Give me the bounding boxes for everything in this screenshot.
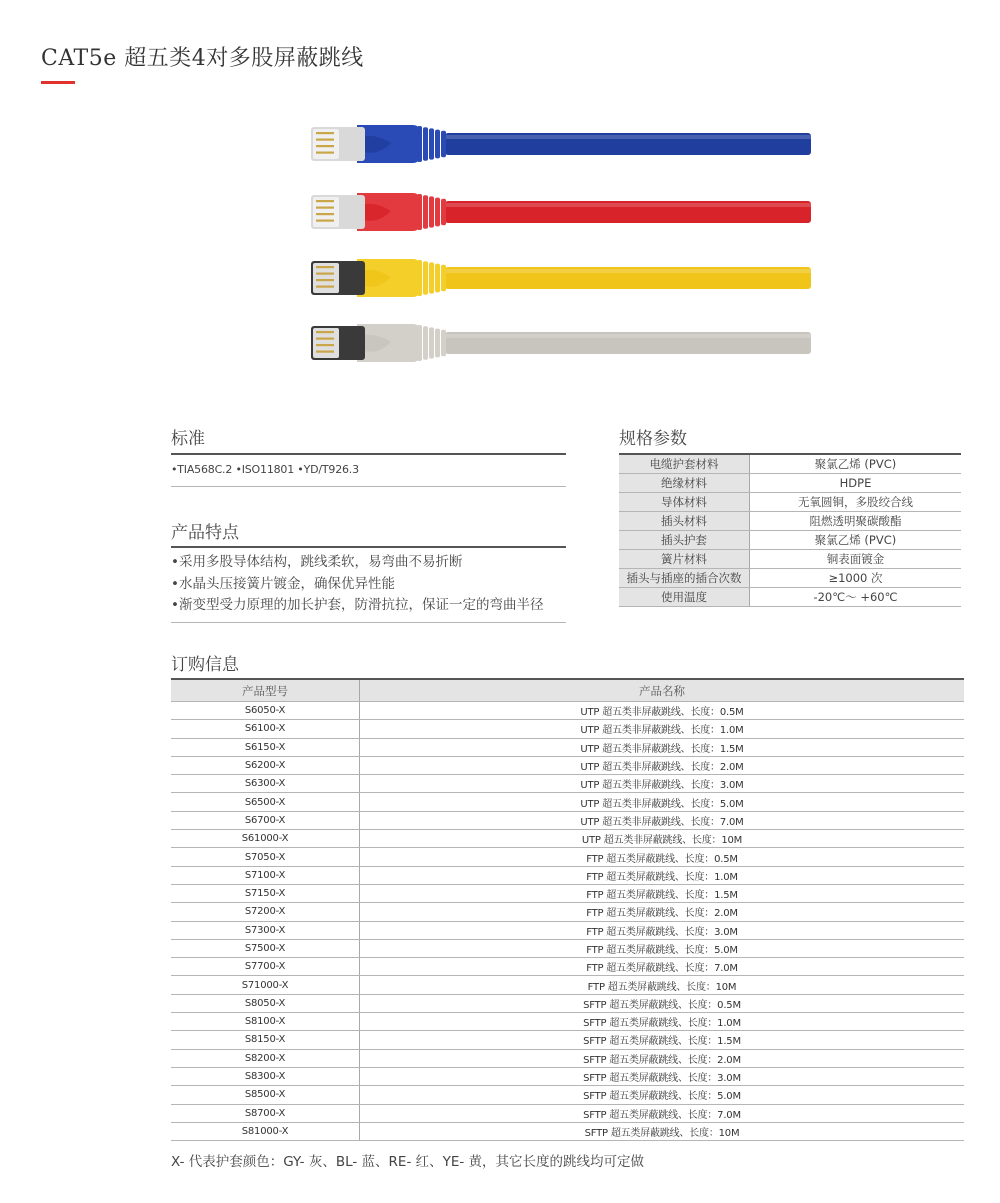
table-row [171, 939, 964, 957]
model-cell: S7100-X [171, 866, 360, 884]
spec-row [619, 493, 961, 512]
product-name-cell: FTP 超五类屏蔽跳线、长度：2.0M [360, 903, 965, 921]
cable-blue [305, 119, 815, 167]
product-name-cell: UTP 超五类非屏蔽跳线、长度：7.0M [360, 811, 965, 829]
spec-value: ≥1000 次 [750, 569, 962, 588]
model-cell: S6050-X [171, 702, 360, 720]
table-row [171, 811, 964, 829]
model-cell: S6200-X [171, 756, 360, 774]
table-row [171, 775, 964, 793]
table-row [171, 1013, 964, 1031]
product-name-cell: SFTP 超五类屏蔽跳线、长度：10M [360, 1122, 965, 1140]
table-row [171, 720, 964, 738]
spec-table [619, 453, 961, 607]
table-row [171, 1104, 964, 1122]
spec-row [619, 550, 961, 569]
product-name-cell: UTP 超五类非屏蔽跳线、长度：0.5M [360, 702, 965, 720]
table-row [171, 1067, 964, 1085]
product-name-cell: UTP 超五类非屏蔽跳线、长度：1.0M [360, 720, 965, 738]
features-rule-bottom [171, 622, 566, 623]
model-cell: S6700-X [171, 811, 360, 829]
table-row [171, 793, 964, 811]
color-code-note: X- 代表护套颜色：GY- 灰、BL- 蓝、RE- 红、YE- 黄，其它长度的跳线均可定做 [171, 1154, 645, 1170]
model-cell: S8700-X [171, 1104, 360, 1122]
cable-yellow [305, 253, 815, 301]
product-name-cell: FTP 超五类屏蔽跳线、长度：1.0M [360, 866, 965, 884]
model-cell: S6100-X [171, 720, 360, 738]
col-name-header: 产品名称 [360, 679, 965, 702]
order-table-body [171, 702, 964, 1141]
product-name-cell: SFTP 超五类屏蔽跳线、长度：0.5M [360, 994, 965, 1012]
product-name-cell: SFTP 超五类屏蔽跳线、长度：7.0M [360, 1104, 965, 1122]
spec-value: 铜表面镀金 [750, 550, 962, 569]
product-name-cell: FTP 超五类屏蔽跳线、长度：0.5M [360, 848, 965, 866]
product-name-cell: SFTP 超五类屏蔽跳线、长度：2.0M [360, 1049, 965, 1067]
features-heading: 产品特点 [171, 523, 239, 543]
spec-label: 电缆护套材料 [619, 454, 750, 474]
model-cell: S6150-X [171, 738, 360, 756]
spec-label: 绝缘材料 [619, 474, 750, 493]
col-model-header: 产品型号 [171, 679, 360, 702]
spec-value: 阻燃透明聚碳酸酯 [750, 512, 962, 531]
product-name-cell: UTP 超五类非屏蔽跳线、长度：5.0M [360, 793, 965, 811]
table-row [171, 903, 964, 921]
model-cell: S6300-X [171, 775, 360, 793]
spec-value: 聚氯乙烯 (PVC) [750, 454, 962, 474]
table-row [171, 1122, 964, 1140]
model-cell: S8300-X [171, 1067, 360, 1085]
table-row [171, 1031, 964, 1049]
spec-label: 插头护套 [619, 531, 750, 550]
cable-grey [305, 318, 815, 366]
spec-row [619, 588, 961, 607]
model-cell: S7150-X [171, 884, 360, 902]
table-row [171, 994, 964, 1012]
product-name-cell: FTP 超五类屏蔽跳线、长度：7.0M [360, 958, 965, 976]
spec-row [619, 454, 961, 474]
table-row [171, 976, 964, 994]
page-title: CAT5e 超五类4对多股屏蔽跳线 [41, 46, 364, 71]
spec-label: 使用温度 [619, 588, 750, 607]
model-cell: S71000-X [171, 976, 360, 994]
product-name-cell: FTP 超五类屏蔽跳线、长度：3.0M [360, 921, 965, 939]
spec-value: -20℃～ +60℃ [750, 588, 962, 607]
order-heading: 订购信息 [171, 655, 239, 675]
product-name-cell: FTP 超五类屏蔽跳线、长度：5.0M [360, 939, 965, 957]
model-cell: S7050-X [171, 848, 360, 866]
model-cell: S7700-X [171, 958, 360, 976]
standards-rule-top [171, 453, 566, 455]
table-row [171, 702, 964, 720]
model-cell: S81000-X [171, 1122, 360, 1140]
model-cell: S8100-X [171, 1013, 360, 1031]
spec-row [619, 474, 961, 493]
model-cell: S61000-X [171, 830, 360, 848]
model-cell: S7500-X [171, 939, 360, 957]
cable-drawing [305, 187, 815, 235]
product-name-cell: UTP 超五类非屏蔽跳线、长度：2.0M [360, 756, 965, 774]
table-row [171, 1086, 964, 1104]
product-name-cell: SFTP 超五类屏蔽跳线、长度：1.0M [360, 1013, 965, 1031]
product-name-cell: FTP 超五类屏蔽跳线、长度：10M [360, 976, 965, 994]
product-name-cell: UTP 超五类非屏蔽跳线、长度：1.5M [360, 738, 965, 756]
features-rule-top [171, 546, 566, 548]
spec-value: HDPE [750, 474, 962, 493]
model-cell: S8500-X [171, 1086, 360, 1104]
spec-value: 无氧圆铜，多股绞合线 [750, 493, 962, 512]
order-header-row [171, 679, 964, 702]
feature-item: •水晶头压接簧片镀金，确保优异性能 [171, 575, 395, 592]
standards-heading: 标准 [171, 429, 205, 449]
cable-red [305, 187, 815, 235]
product-name-cell: UTP 超五类非屏蔽跳线、长度：10M [360, 830, 965, 848]
product-name-cell: SFTP 超五类屏蔽跳线、长度：1.5M [360, 1031, 965, 1049]
product-name-cell: SFTP 超五类屏蔽跳线、长度：5.0M [360, 1086, 965, 1104]
product-name-cell: UTP 超五类非屏蔽跳线、长度：3.0M [360, 775, 965, 793]
spec-label: 插头材料 [619, 512, 750, 531]
product-image-cables [305, 115, 815, 370]
table-row [171, 866, 964, 884]
spec-row [619, 531, 961, 550]
spec-row [619, 512, 961, 531]
model-cell: S8200-X [171, 1049, 360, 1067]
spec-row [619, 569, 961, 588]
model-cell: S6500-X [171, 793, 360, 811]
standards-rule-bottom [171, 486, 566, 487]
spec-value: 聚氯乙烯 (PVC) [750, 531, 962, 550]
spec-heading: 规格参数 [619, 429, 687, 449]
order-table [171, 678, 964, 1141]
table-row [171, 830, 964, 848]
model-cell: S7300-X [171, 921, 360, 939]
model-cell: S8050-X [171, 994, 360, 1012]
cable-drawing [305, 119, 815, 167]
table-row [171, 738, 964, 756]
feature-item: •渐变型受力原理的加长护套，防滑抗拉，保证一定的弯曲半径 [171, 597, 544, 613]
table-row [171, 884, 964, 902]
table-row [171, 958, 964, 976]
table-row [171, 1049, 964, 1067]
model-cell: S8150-X [171, 1031, 360, 1049]
title-accent-bar [41, 81, 75, 84]
spec-label: 簧片材料 [619, 550, 750, 569]
spec-label: 插头与插座的插合次数 [619, 569, 750, 588]
feature-item: •采用多股导体结构，跳线柔软，易弯曲不易折断 [171, 554, 463, 570]
product-name-cell: FTP 超五类屏蔽跳线、长度：1.5M [360, 884, 965, 902]
table-row [171, 756, 964, 774]
table-row [171, 848, 964, 866]
model-cell: S7200-X [171, 903, 360, 921]
product-name-cell: SFTP 超五类屏蔽跳线、长度：3.0M [360, 1067, 965, 1085]
table-row [171, 921, 964, 939]
cable-drawing [305, 253, 815, 301]
cable-drawing [305, 318, 815, 366]
spec-label: 导体材料 [619, 493, 750, 512]
features-list [171, 552, 543, 617]
standards-list: •TIA568C.2 •ISO11801 •YD/T926.3 [171, 463, 359, 476]
